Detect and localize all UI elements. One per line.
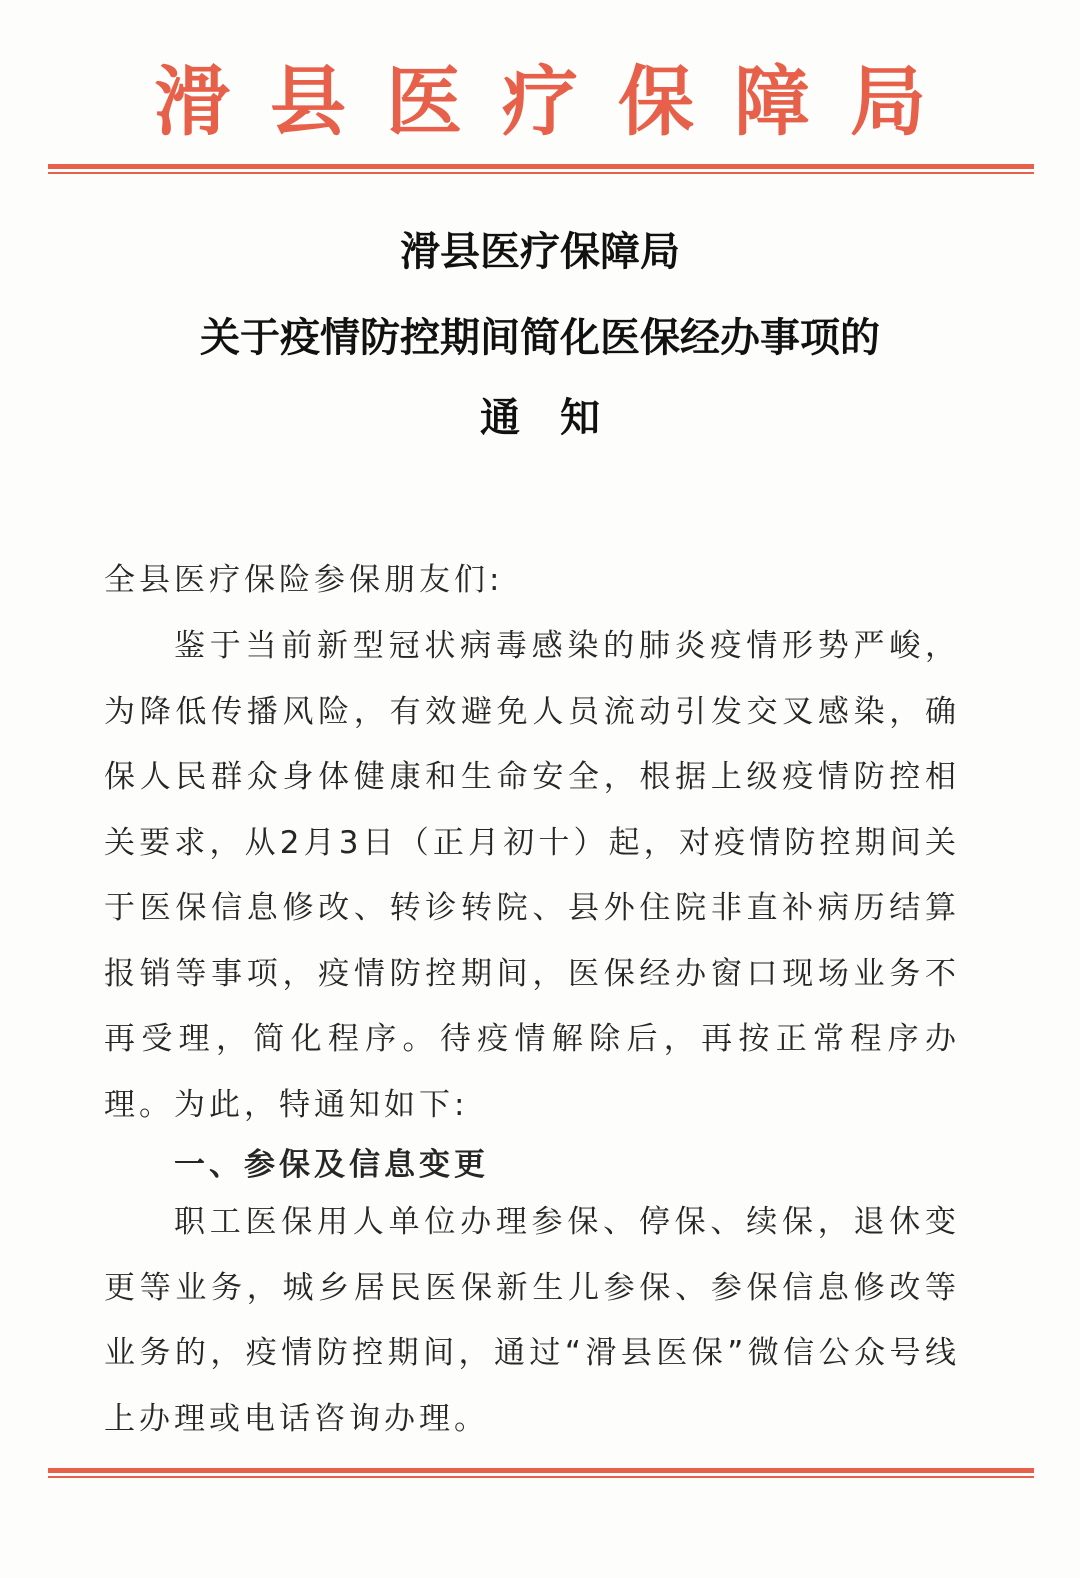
document-title-line-3: 通知: [480, 395, 640, 441]
letterhead-red-rule: [48, 164, 1034, 174]
footer-red-rule: [48, 1468, 1034, 1478]
red-rule-thick-line: [48, 164, 1034, 169]
body-paragraph-1: 鉴于当前新型冠状病毒感染的肺炎疫情形势严峻，为降低传播风险，有效避免人员流动引发交叉感染，确保人民群众身体健康和生命安全，根据上级疫情防控相关要求，从2月3日（正月初十）起，对疫情防控期间关于医保信息修改、转诊转院、县外住院非直补病历结算报销等事项，疫情防控期间，医保经办窗口现场业务不再受理，简化程序。待疫情解除后，再按正常程序办理。为此，特通知如下:: [104, 628, 960, 1123]
letterhead-org-name: 滑县医疗保障局: [154, 57, 966, 146]
body-paragraph-2: 职工医保用人单位办理参保、停保、续保，退休变更等业务，城乡居民医保新生儿参保、参保信息修改等业务的，疫情防控期间，通过“滑县医保”微信公众号线上办理或电话咨询办理。: [104, 1204, 960, 1437]
footer-rule-thin-line: [48, 1476, 1034, 1478]
section-1-heading: 一、参保及信息变更: [174, 1147, 489, 1183]
document-title-line-1: 滑县医疗保障局: [400, 229, 680, 275]
red-rule-thin-line: [48, 172, 1034, 174]
document-title-line-2: 关于疫情防控期间简化医保经办事项的: [200, 315, 880, 361]
salutation: 全县医疗保险参保朋友们:: [104, 562, 504, 598]
footer-rule-thick-line: [48, 1468, 1034, 1473]
